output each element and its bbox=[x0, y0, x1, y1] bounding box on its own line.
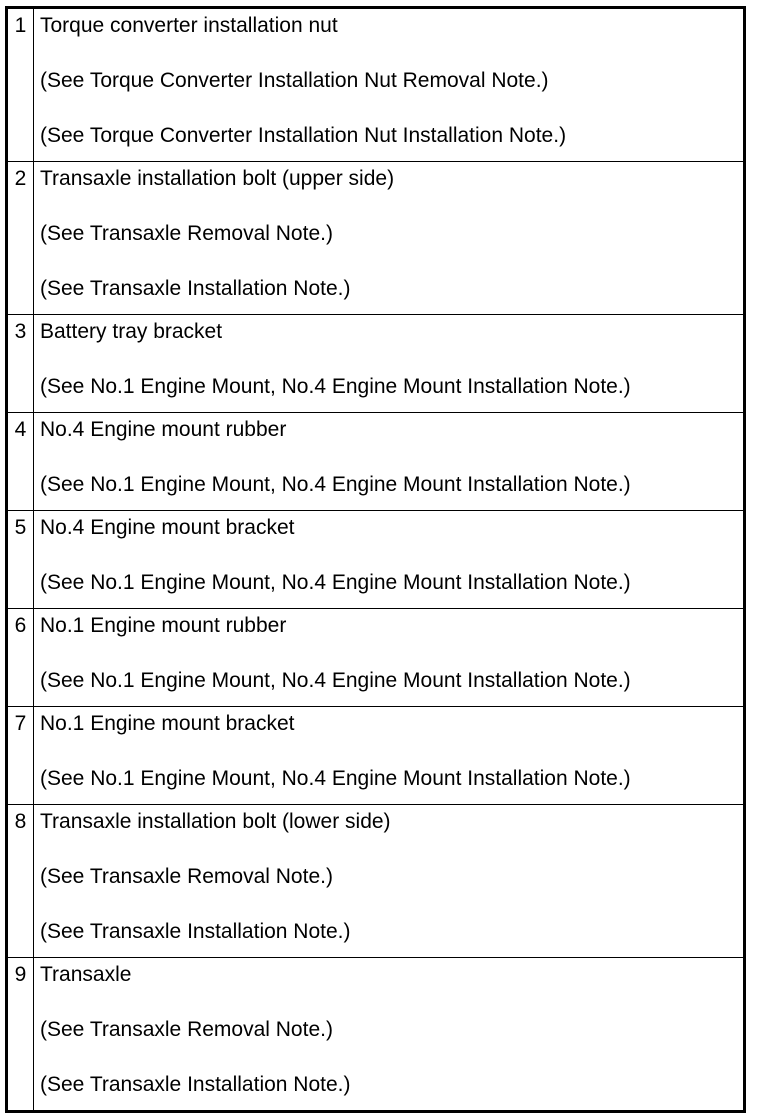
note-link[interactable]: (See Transaxle Installation Note.) bbox=[40, 1073, 351, 1096]
table-row bbox=[7, 805, 745, 958]
part-name: Transaxle installation bolt (lower side) bbox=[40, 810, 391, 833]
row-description bbox=[34, 413, 745, 511]
part-name: No.4 Engine mount rubber bbox=[40, 418, 287, 441]
note-link[interactable]: (See Transaxle Removal Note.) bbox=[40, 865, 333, 888]
part-name: Torque converter installation nut bbox=[40, 14, 338, 37]
parts-table-body bbox=[7, 8, 745, 1112]
row-description bbox=[34, 8, 745, 162]
table-row bbox=[7, 609, 745, 707]
row-number: 1 bbox=[7, 8, 34, 162]
part-name: Battery tray bracket bbox=[40, 320, 223, 343]
row-description bbox=[34, 315, 745, 413]
part-name: No.4 Engine mount bracket bbox=[40, 516, 295, 539]
row-description bbox=[34, 162, 745, 315]
row-description bbox=[34, 707, 745, 805]
note-link[interactable]: (See No.1 Engine Mount, No.4 Engine Mount Installation Note.) bbox=[40, 571, 631, 594]
note-link[interactable]: (See Torque Converter Installation Nut Removal Note.) bbox=[40, 69, 549, 92]
note-link[interactable]: (See Transaxle Installation Note.) bbox=[40, 920, 351, 943]
row-number: 3 bbox=[7, 315, 34, 413]
note-link[interactable]: (See Transaxle Removal Note.) bbox=[40, 1018, 333, 1041]
row-number: 2 bbox=[7, 162, 34, 315]
row-description bbox=[34, 511, 745, 609]
note-link[interactable]: (See No.1 Engine Mount, No.4 Engine Mount Installation Note.) bbox=[40, 473, 631, 496]
part-name: No.1 Engine mount rubber bbox=[40, 614, 287, 637]
note-link[interactable]: (See No.1 Engine Mount, No.4 Engine Mount Installation Note.) bbox=[40, 767, 631, 790]
row-description bbox=[34, 609, 745, 707]
table-row bbox=[7, 707, 745, 805]
table-row bbox=[7, 511, 745, 609]
table-row bbox=[7, 413, 745, 511]
row-number: 6 bbox=[7, 609, 34, 707]
table-row bbox=[7, 162, 745, 315]
note-link[interactable]: (See No.1 Engine Mount, No.4 Engine Mount Installation Note.) bbox=[40, 375, 631, 398]
row-number: 8 bbox=[7, 805, 34, 958]
part-name: Transaxle installation bolt (upper side) bbox=[40, 167, 395, 190]
row-number: 7 bbox=[7, 707, 34, 805]
parts-table bbox=[5, 6, 746, 1113]
part-name: Transaxle bbox=[40, 963, 132, 986]
table-row bbox=[7, 8, 745, 162]
table-row bbox=[7, 958, 745, 1112]
note-link[interactable]: (See No.1 Engine Mount, No.4 Engine Mount Installation Note.) bbox=[40, 669, 631, 692]
part-name: No.1 Engine mount bracket bbox=[40, 712, 295, 735]
note-link[interactable]: (See Torque Converter Installation Nut Installation Note.) bbox=[40, 124, 567, 147]
note-link[interactable]: (See Transaxle Removal Note.) bbox=[40, 222, 333, 245]
row-number: 5 bbox=[7, 511, 34, 609]
row-description bbox=[34, 805, 745, 958]
row-description bbox=[34, 958, 745, 1112]
table-row bbox=[7, 315, 745, 413]
row-number: 4 bbox=[7, 413, 34, 511]
row-number: 9 bbox=[7, 958, 34, 1112]
note-link[interactable]: (See Transaxle Installation Note.) bbox=[40, 277, 351, 300]
